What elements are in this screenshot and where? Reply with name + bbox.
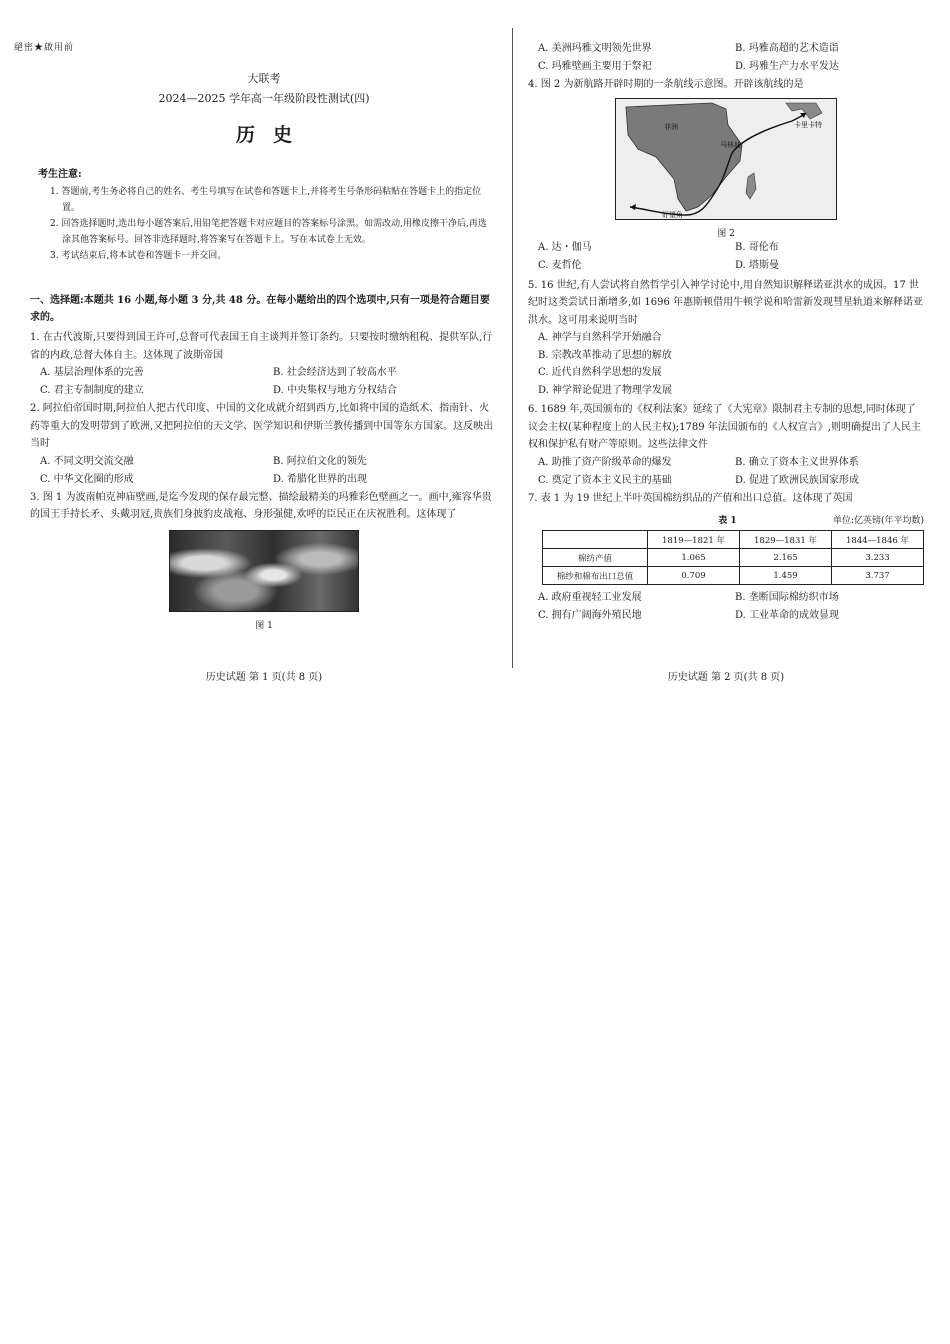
table-row <box>543 549 924 567</box>
label-calicut: 卡里卡特 <box>794 120 822 129</box>
question-options <box>528 589 924 625</box>
question-options <box>528 329 924 399</box>
question-options <box>30 364 498 400</box>
option-a[interactable]: A. 达・伽马 <box>538 241 592 253</box>
table-cell: 1844—1846 年 <box>832 531 924 549</box>
table-cell: 3.233 <box>832 549 924 567</box>
question-1 <box>30 329 498 400</box>
notice-item: 3. 考试结束后,将本试卷和答题卡一并交回。 <box>50 251 227 261</box>
section-title: 一、选择题:本题共 16 小题,每小题 3 分,共 48 分。在每小题给出的四个选项中,只有一项是符合题目要求的。 <box>30 295 490 323</box>
notice-item: 2. 回答选择题时,选出每小题答案后,用铅笔把答题卡对应题目的答案标号涂黑。如需改动,用橡皮擦干净后,再选涂其他答案标号。回答非选择题时,将答案写在答题卡上。写在本试卷上无效。 <box>50 219 487 245</box>
option-a[interactable]: A. 神学与自然科学开始融合 <box>538 332 662 343</box>
table-title: 表 1 <box>718 516 737 526</box>
question-options <box>528 239 924 275</box>
table-unit: 单位:亿英镑(年平均数) <box>832 516 924 526</box>
option-c[interactable]: C. 拥有广阔海外殖民地 <box>538 610 642 621</box>
page-2 <box>528 0 924 690</box>
table-cell: 2.165 <box>740 549 832 567</box>
question-stem: 3. 图 1 为波南帕克神庙壁画,是迄今发现的保存最完整、描绘最精美的玛雅彩色壁画之一。画中,雍容华贵的国王手持长矛、头戴羽冠,贵族们身披豹皮战袍、身形强健,欢呼的臣民正在庆祝胜利。这体现了 <box>30 491 492 520</box>
route-map <box>615 98 837 220</box>
question-3 <box>30 489 498 631</box>
option-b[interactable]: B. 宗教改革推动了思想的解放 <box>538 349 672 361</box>
exam-name: 大联考 <box>247 72 281 85</box>
table-cell: 1.459 <box>740 567 832 585</box>
option-a[interactable]: A. 不同文明交流交融 <box>40 455 134 467</box>
option-b[interactable]: B. 确立了资本主义世界体系 <box>735 456 859 468</box>
option-c[interactable]: C. 君主专制制度的建立 <box>40 385 144 396</box>
question-6 <box>528 401 924 490</box>
figure-caption: 图 2 <box>717 228 735 239</box>
security-mark: 絕密★啟用前 <box>14 43 75 53</box>
option-b[interactable]: B. 阿拉伯文化的领先 <box>273 455 367 467</box>
option-d[interactable]: D. 神学辩论促进了物理学发展 <box>538 384 673 396</box>
question-stem: 1. 在古代波斯,只要得到国王许可,总督可代表国王自主谈判并签订条约。只要按时缴纳租税、提供军队,行省的内政,总督大体自主。这体现了波斯帝国 <box>30 332 493 361</box>
question-stem: 7. 表 1 为 19 世纪上半叶英国棉纺织品的产值和出口总值。这体现了英国 <box>528 492 853 504</box>
exam-title: 2024—2025 学年高一年级阶段性测试(四) <box>158 92 370 105</box>
table-header-row <box>543 531 924 549</box>
option-a[interactable]: A. 助推了资产阶级革命的爆发 <box>538 456 672 468</box>
option-c[interactable]: C. 奠定了资本主义民主的基础 <box>538 474 672 486</box>
option-c[interactable]: C. 近代自然科学思想的发展 <box>538 367 662 378</box>
question-stem: 6. 1689 年,英国颁布的《权利法案》延续了《大宪章》限制君主专制的思想,同时体现了议会主权(某种程度上的人民主权);1789 年法国颁布的《人权宣言》,则明确提出了人民主权和保护私有财产等原则。这些法律文件 <box>528 404 921 450</box>
question-5 <box>528 277 924 400</box>
table-row <box>543 567 924 585</box>
option-a[interactable]: A. 基层治理体系的完善 <box>40 367 144 378</box>
label-malindi: 马林迪 <box>720 140 741 149</box>
label-africa: 非洲 <box>664 122 678 131</box>
question-3-options <box>528 40 924 76</box>
candidate-notice <box>38 165 490 264</box>
table-cell: 1819—1821 年 <box>648 531 740 549</box>
option-a[interactable]: A. 政府重视轻工业发展 <box>538 592 642 603</box>
notice-heading: 考生注意: <box>38 169 82 180</box>
option-c[interactable]: C. 中华文化圈的形成 <box>40 473 134 485</box>
option-d[interactable]: D. 中央集权与地方分权结合 <box>273 385 398 396</box>
table-cell: 0.709 <box>648 567 740 585</box>
table-cell: 棉纺产值 <box>543 549 648 567</box>
question-options <box>528 454 924 490</box>
option-d[interactable]: D. 工业革命的成效显现 <box>735 610 840 621</box>
mural-image <box>169 530 359 612</box>
option-c[interactable]: C. 玛雅壁画主要用于祭祀 <box>538 61 652 72</box>
option-c[interactable]: C. 麦哲伦 <box>538 259 582 271</box>
questions-left <box>30 292 498 631</box>
data-table <box>542 530 924 585</box>
table-cell: 1.065 <box>648 549 740 567</box>
table-cell: 棉纱和棉布出口总值 <box>543 567 648 585</box>
option-b[interactable]: B. 玛雅高超的艺术造诣 <box>735 43 839 54</box>
option-d[interactable]: D. 促进了欧洲民族国家形成 <box>735 474 860 486</box>
question-2 <box>30 400 498 489</box>
option-b[interactable]: B. 社会经济达到了较高水平 <box>273 367 397 378</box>
question-7 <box>528 490 924 626</box>
subject-title: 历史 <box>235 124 310 146</box>
page-footer: 历史试题 第 1 页(共 8 页) <box>205 672 323 683</box>
option-a[interactable]: A. 美洲玛雅文明领先世界 <box>538 43 652 54</box>
table-cell: 1829—1831 年 <box>740 531 832 549</box>
table-header <box>542 513 924 526</box>
option-d[interactable]: D. 塔斯曼 <box>735 259 780 271</box>
figure-caption: 图 1 <box>255 620 273 631</box>
table-cell: 3.737 <box>832 567 924 585</box>
questions-right <box>528 40 924 625</box>
route-map-svg <box>616 99 836 219</box>
notice-item: 1. 答题前,考生务必将自己的姓名、考生号填写在试卷和答题卡上,并将考生号条形码粘贴在答题卡上的指定位置。 <box>50 187 482 213</box>
option-d[interactable]: D. 玛雅生产力水平发达 <box>735 61 840 72</box>
question-stem: 2. 阿拉伯帝国时期,阿拉伯人把古代印度、中国的文化成就介绍到西方,比如将中国的造纸术、指南针、火药等重大的发明带到了欧洲,又把阿拉伯的天文学、医学知识和伊斯兰教传播到中国等东方国家。这反映出当时 <box>30 403 494 449</box>
option-b[interactable]: B. 哥伦布 <box>735 241 779 253</box>
question-4 <box>528 76 924 275</box>
question-options <box>30 453 498 489</box>
question-stem: 5. 16 世纪,有人尝试将自然哲学引入神学讨论中,用自然知识解释诺亚洪水的成因。17 世纪时这类尝试日渐增多,如 1696 年惠斯顿借用牛顿学说和哈雷新发现彗星轨道来解释诺亚洪水。这可用来说明当时 <box>528 279 923 326</box>
label-cape: 好望角 <box>662 210 683 219</box>
page-divider <box>512 28 513 668</box>
question-stem: 4. 图 2 为新航路开辟时期的一条航线示意图。开辟该航线的是 <box>528 79 804 90</box>
page-1 <box>30 0 498 690</box>
page-footer: 历史试题 第 2 页(共 8 页) <box>667 672 785 683</box>
option-d[interactable]: D. 希腊化世界的出现 <box>273 473 368 485</box>
table-cell <box>543 531 648 549</box>
option-b[interactable]: B. 垄断国际棉纺织市场 <box>735 592 839 603</box>
